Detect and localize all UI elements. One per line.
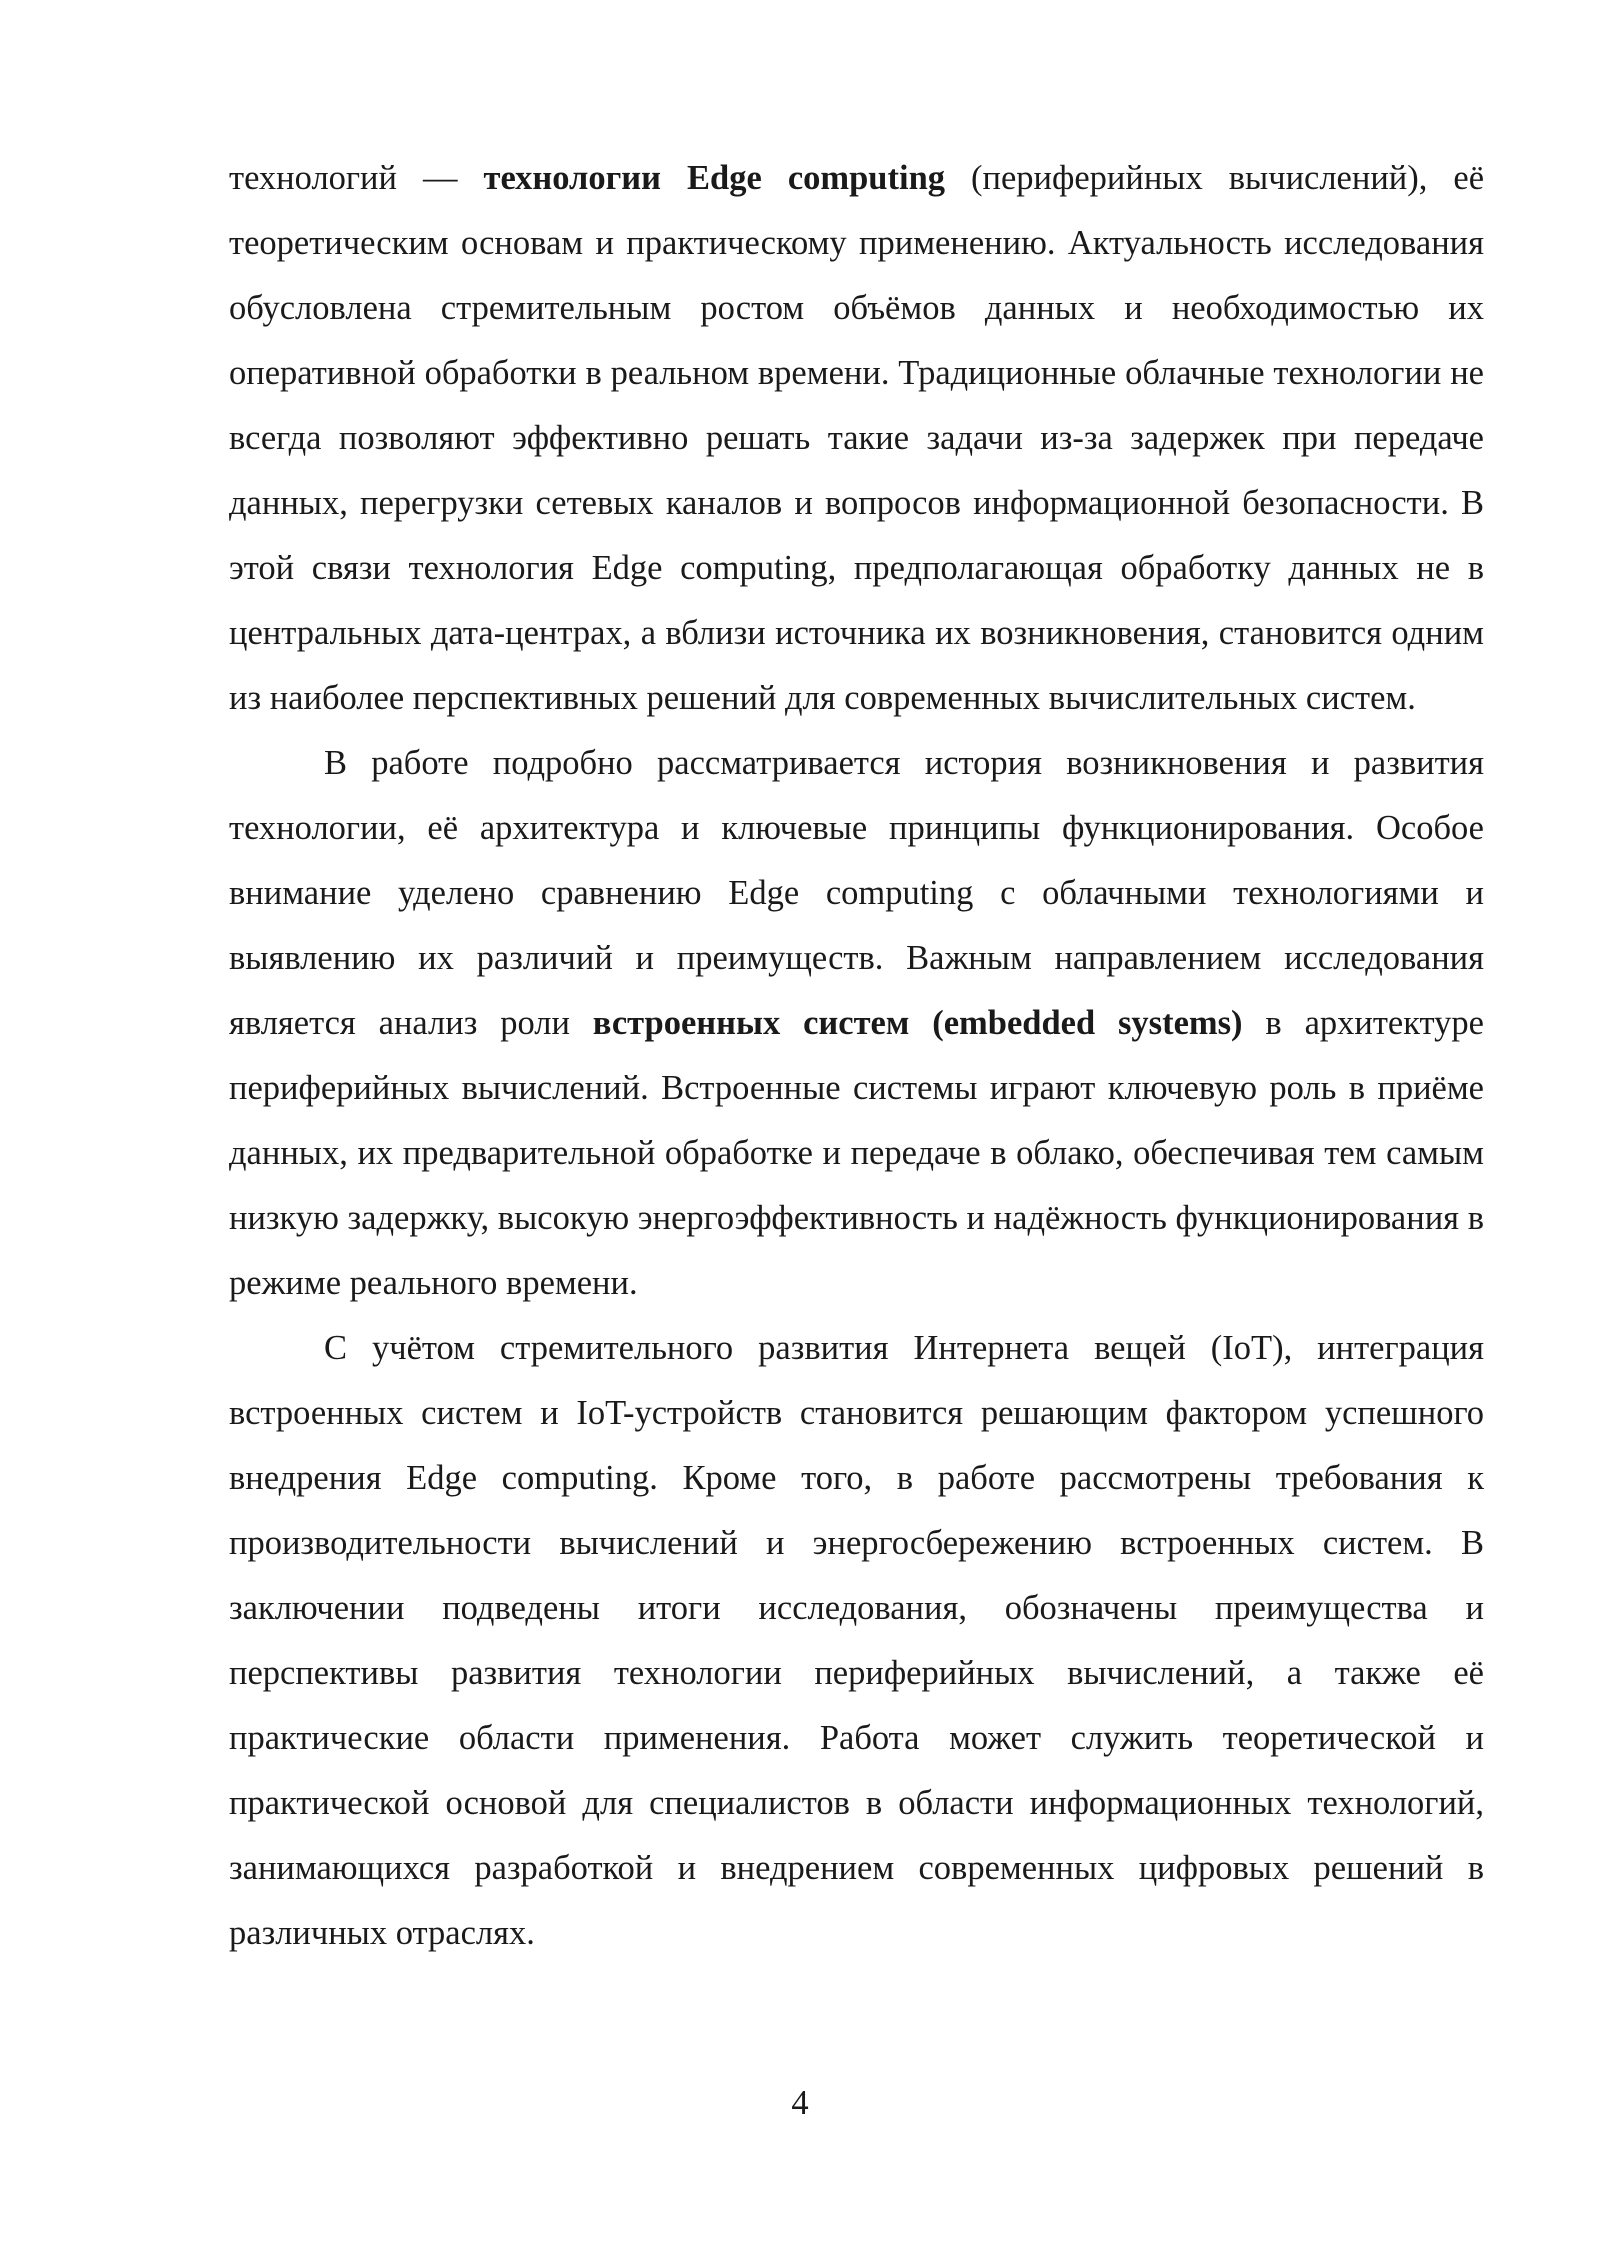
body-text	[229, 146, 1484, 1966]
paragraph-3-run-1: С учётом стремительного развития Интернета вещей (IoT), интеграция встроенных систем и IoT-устройств становится решающим фактором успешного внедрения Edge computing. Кроме того, в работе рассмотрены требования к производительности вычислений и энергосбережению встроенных систем. В заключении подведены итоги исследования, обозначены преимущества и перспективы развития технологии периферийных вычислений, а также её практические области применения. Работа может служить теоретической и практической основой для специалистов в области информационных технологий, занимающихся разработкой и внедрением современных цифровых решений в различных отраслях.	[229, 1329, 1484, 1952]
paragraph-2	[229, 731, 1484, 1316]
paragraph-2-run-3: в архитектуре периферийных вычислений. Встроенные системы играют ключевую роль в приёме данных, их предварительной обработке и передаче в облако, обеспечивая тем самым низкую задержку, высокую энергоэффективность и надёжность функционирования в режиме реального времени.	[229, 1004, 1484, 1302]
page-number: 4	[791, 2084, 809, 2122]
bold-term-edge-computing: технологии Edge computing	[483, 159, 946, 197]
paragraph-3	[229, 1316, 1484, 1966]
paragraph-2-run-1: В работе подробно рассматривается история возникновения и развития технологии, её архитектура и ключевые принципы функционирования. Особое внимание уделено сравнению Edge computing с облачными технологиями и выявлению их различий и преимуществ. Важным направлением исследования является анализ роли	[229, 744, 1484, 1042]
paragraph-1-run-3: (периферийных вычислений), её теоретическим основам и практическому применению. Актуальность исследования обусловлена стремительным ростом объёмов данных и необходимостью их оперативной обработки в реальном времени. Традиционные облачные технологии не всегда позволяют эффективно решать такие задачи из-за задержек при передаче данных, перегрузки сетевых каналов и вопросов информационной безопасности. В этой связи технология Edge computing, предполагающая обработку данных не в центральных дата-центрах, а вблизи источника их возникновения, становится одним из наиболее перспективных решений для современных вычислительных систем.	[229, 159, 1485, 717]
paragraph-1	[229, 146, 1484, 731]
bold-term-embedded-systems: встроенных систем (embedded systems)	[592, 1004, 1243, 1042]
paragraph-1-run-1: технологий —	[229, 159, 484, 197]
